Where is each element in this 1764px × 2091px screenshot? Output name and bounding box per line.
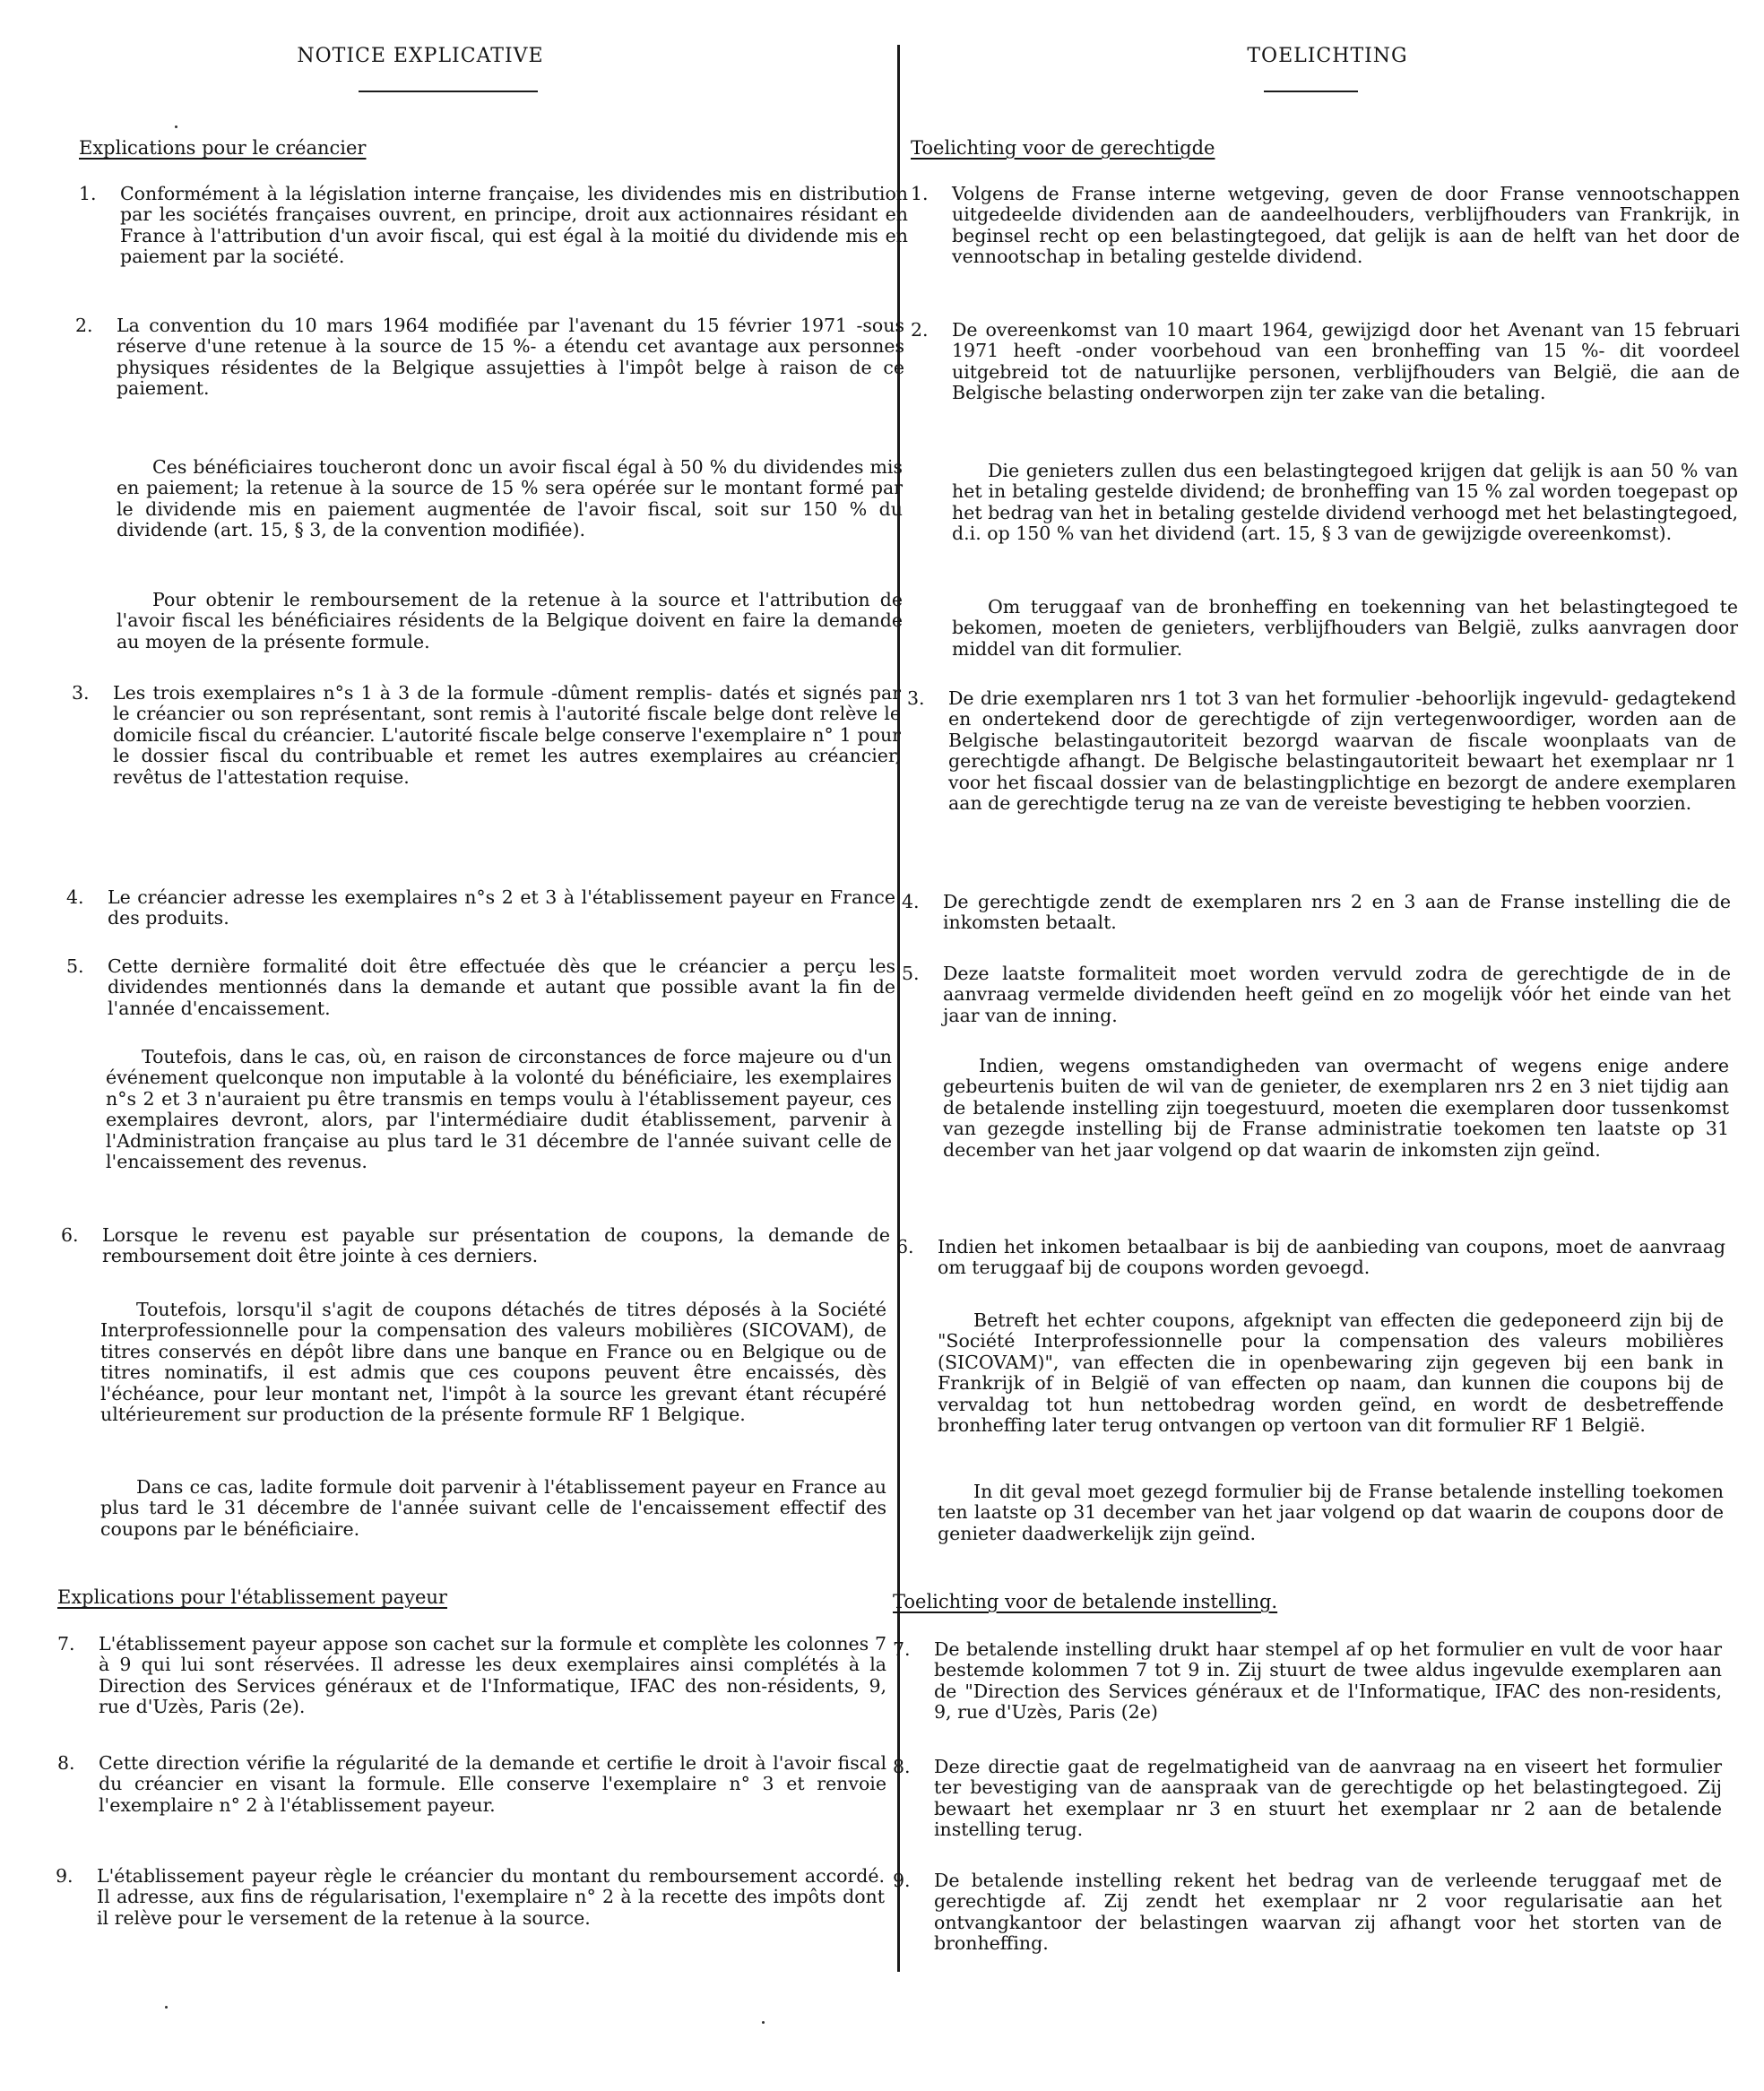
french-item-4: 4. Le créancier adresse les exemplaires n°s 2 et 3 à l'établissement payeur en France des produits. — [66, 886, 895, 929]
dutch-item-5: 5. Deze laatste formaliteit moet worden vervuld zodra de gerechtigde de in de aanvraag vermelde dividenden heeft geïnd en zo mogelijk vóór het einde van het jaar van de inning. — [902, 963, 1731, 1026]
dutch-item-2: 2. De overeenkomst van 10 maart 1964, gewijzigd door het Avenant van 15 februari 1971 heeft -onder voorbehoud van een bronheffing van 15 %- dit voordeel uitgebreid tot de natuurlijke personen, verblijfhouders van België, die aan de Belgische belasting onderworpen zijn ter zake van die betaling. — [911, 319, 1740, 404]
dutch-item-7: 7. De betalende instelling drukt haar stempel af op het formulier en vult de voor haar bestemde kolommen 7 tot 9 in. Zij stuurt de twee aldus ingevulde exemplaren aan de "Direction des Services généraux et de l'Informatique, IFAC des non-residents, 9, rue d'Uzès, Paris (2e) — [893, 1638, 1722, 1724]
french-para-avoir: Ces bénéficiaires toucheront donc un avoir fiscal égal à 50 % du dividendes mis en paiement; la retenue à la source de 15 % sera opérée sur le montant formé par le dividende mis en paiement augmentée de l'avoir fiscal, soit sur 150 % du dividende (art. 15, § 3, de la convention modifiée). — [117, 456, 903, 541]
french-section-creancier: Explications pour le créancier — [79, 137, 367, 159]
french-para-dans-ce-cas: Dans ce cas, ladite formule doit parvenir à l'établissement payeur en France au plus tard le 31 décembre de l'année suivant celle de l'encaissement effectif des coupons par le bénéficiaire. — [100, 1476, 886, 1540]
dutch-para-coupons: Betreft het echter coupons, afgeknipt van effecten die gedeponeerd zijn bij de "Société Interprofessionnelle pour la compensation des valeurs mobilières (SICOVAM)", van effecten die in openbewaring zijn gegeven bij een bank in Frankrijk of in België of van effecten op naam, dan kunnen die coupons bij de vervaldag tot hun nettobedrag worden geïnd, en wordt de desbetreffende bronheffing later terug ontvangen op vertoon van dit formulier RF 1 België. — [938, 1309, 1724, 1437]
speck-mark — [762, 2021, 765, 2024]
dutch-para-teruggaaf: Om teruggaaf van de bronheffing en toekenning van het belastingtegoed te bekomen, moeten de genieters, verblijfhouders van België, zulks aanvragen door middel van dit formulier. — [952, 596, 1738, 660]
french-item-6: 6. Lorsque le revenu est payable sur présentation de coupons, la demande de remboursement doit être jointe à ces derniers. — [61, 1224, 890, 1267]
french-item-5: 5. Cette dernière formalité doit être effectuée dès que le créancier a perçu les dividendes mentionnés dans la demande et autant que possible avant la fin de l'année d'encaissement. — [66, 955, 895, 1019]
dutch-item-1: 1. Volgens de Franse interne wetgeving, geven de door Franse vennootschappen uitgedeelde dividenden aan de aandeelhouders, verblijfhouders van Frankrijk, in beginsel recht op een belastingtegoed, dat gelijk is aan de helft van het door de vennootschap in betaling gestelde dividend. — [911, 183, 1740, 268]
dutch-item-4: 4. De gerechtigde zendt de exemplaren nrs 2 en 3 aan de Franse instelling die de inkomsten betaalt. — [902, 891, 1731, 934]
speck-mark — [175, 125, 177, 128]
dutch-para-overmacht: Indien, wegens omstandigheden van overmacht of wegens enige andere gebeurtenis buiten de wil van de genieter, de exemplaren nrs 2 en 3 niet tijdig aan de betalende instelling zijn toegestuurd, moeten die exemplaren door tussenkomst van gezegde instelling bij de Franse administratie toekomen ten laatste op 31 december van het jaar volgend op dat waarin de inkomsten zijn geïnd. — [943, 1055, 1729, 1161]
dutch-item-8: 8. Deze directie gaat de regelmatigheid van de aanvraag na en viseert het formulier ter bevestiging van de aanspraak van de gerechtigde op het belastingtegoed. Zij bewaart het exemplaar nr 3 en stuurt het exemplaar nr 2 aan de betalende instelling terug. — [893, 1756, 1722, 1841]
french-item-3: 3. Les trois exemplaires n°s 1 à 3 de la formule -dûment remplis- datés et signés par le créancier ou son représentant, sont remis à l'autorité fiscale belge dont relève le domicile fiscal du créancier. L'autorité fiscale belge conserve l'exemplaire n° 1 pour le dossier fiscal du contribuable et remet les autres exemplaires au créancier, revêtus de l'attestation requise. — [72, 682, 901, 788]
french-item-7: 7. L'établissement payeur appose son cachet sur la formule et complète les colonnes 7 à 9 qui lui sont réservées. Il adresse les deux exemplaires ainsi complétés à la Direction des Services généraux et de l'Informatique, IFAC des non-résidents, 9, rue d'Uzès, Paris (2e). — [57, 1633, 886, 1718]
dutch-section-betalende-instelling: Toelichting voor de betalende instelling. — [893, 1591, 1278, 1612]
dutch-item-3: 3. De drie exemplaren nrs 1 tot 3 van het formulier -behoorlijk ingevuld- gedagtekend en ondertekend door de gerechtigde of zijn vertegenwoordiger, worden aan de Belgische belastingautoriteit bezorgd waarvan de fiscale woonplaats van de gerechtigde afhangt. De Belgische belastingautoriteit bewaart het exemplaar nr 1 voor het fiscaal dossier van de belastingplichtige en bezorgt de andere exemplaren aan de gerechtigde terug na ze van de vereiste bevestiging te hebben voorzien. — [907, 687, 1736, 815]
dutch-item-9: 9. De betalende instelling rekent het bedrag van de verleende teruggaaf met de gerechtigde af. Zij zendt het exemplaar nr 2 voor regularisatie aan het ontvangkantoor der belastingen waarvan zij afhangt voor het storten van de bronheffing. — [893, 1870, 1722, 1955]
french-item-8: 8. Cette direction vérifie la régularité de la demande et certifie le droit à l'avoir fiscal du créancier en visant la formule. Elle conserve l'exemplaire n° 3 et renvoie l'exemplaire n° 2 à l'établissement payeur. — [57, 1752, 886, 1816]
french-item-1: 1. Conformément à la législation interne française, les dividendes mis en distribution par les sociétés françaises ouvrent, en principe, droit aux actionnaires résidant en France à l'attribution d'un avoir fiscal, qui est égal à la moitié du dividende mis en paiement par la société. — [79, 183, 908, 268]
french-section-etablissement: Explications pour l'établissement payeur — [57, 1586, 447, 1608]
dutch-para-in-dit-geval: In dit geval moet gezegd formulier bij de Franse betalende instelling toekomen ten laatste op 31 december van het jaar volgend op dat waarin de coupons door de genieter daadwerkelijk zijn geïnd. — [938, 1481, 1724, 1544]
dutch-title: TOELICHTING — [1247, 45, 1408, 67]
dutch-item-6: 6. Indien het inkomen betaalbaar is bij de aanbieding van coupons, moet de aanvraag om teruggaaf bij de coupons worden gevoegd. — [896, 1236, 1725, 1279]
dutch-title-rule — [1264, 91, 1358, 92]
french-para-force-majeure: Toutefois, dans le cas, où, en raison de circonstances de force majeure ou d'un événement quelconque non imputable à la volonté du bénéficiaire, les exemplaires n°s 2 et 3 n'auraient pu être transmis en temps voulu à l'établissement payeur, ces exemplaires devront, alors, par l'intermédiaire dudit établissement, parvenir à l'Administration française au plus tard le 31 décembre de l'année suivant celle de l'encaissement des revenus. — [106, 1046, 892, 1173]
french-title-rule — [359, 91, 538, 92]
dutch-para-belastingtegoed: Die genieters zullen dus een belastingtegoed krijgen dat gelijk is aan 50 % van het in betaling gestelde dividend; de bronheffing van 15 % zal worden toegepast op het bedrag van het in betaling gestelde dividend verhoogd met het belastingtegoed, d.i. op 150 % van het dividend (art. 15, § 3 van de gewijzigde overeenkomst). — [952, 460, 1738, 545]
french-para-sicovam: Toutefois, lorsqu'il s'agit de coupons détachés de titres déposés à la Société Interprofessionnelle pour la compensation des valeurs mobilières (SICOVAM), de titres conservés en dépôt libre dans une banque en France ou en Belgique ou de titres nominatifs, il est admis que ces coupons peuvent être encaissés, dès l'échéance, pour leur montant net, l'impôt à la source les grevant étant récupéré ultérieurement sur production de la présente formule RF 1 Belgique. — [100, 1299, 886, 1426]
french-item-2: 2. La convention du 10 mars 1964 modifiée par l'avenant du 15 février 1971 -sous réserve d'une retenue à la source de 15 %- a étendu cet avantage aux personnes physiques résidentes de la Belgique assujetties à l'impôt belge à raison de ce paiement. — [75, 315, 904, 400]
dutch-section-gerechtigde: Toelichting voor de gerechtigde — [911, 137, 1215, 159]
french-para-remboursement: Pour obtenir le remboursement de la retenue à la source et l'attribution de l'avoir fiscal les bénéficiaires résidents de la Belgique doivent en faire la demande au moyen de la présente formule. — [117, 589, 903, 652]
french-title: NOTICE EXPLICATIVE — [297, 45, 544, 67]
speck-mark — [165, 2006, 168, 2009]
french-item-9: 9. L'établissement payeur règle le créancier du montant du remboursement accordé. Il adresse, aux fins de régularisation, l'exemplaire n° 2 à la recette des impôts dont il relève pour le versement de la retenue à la source. — [56, 1865, 885, 1929]
